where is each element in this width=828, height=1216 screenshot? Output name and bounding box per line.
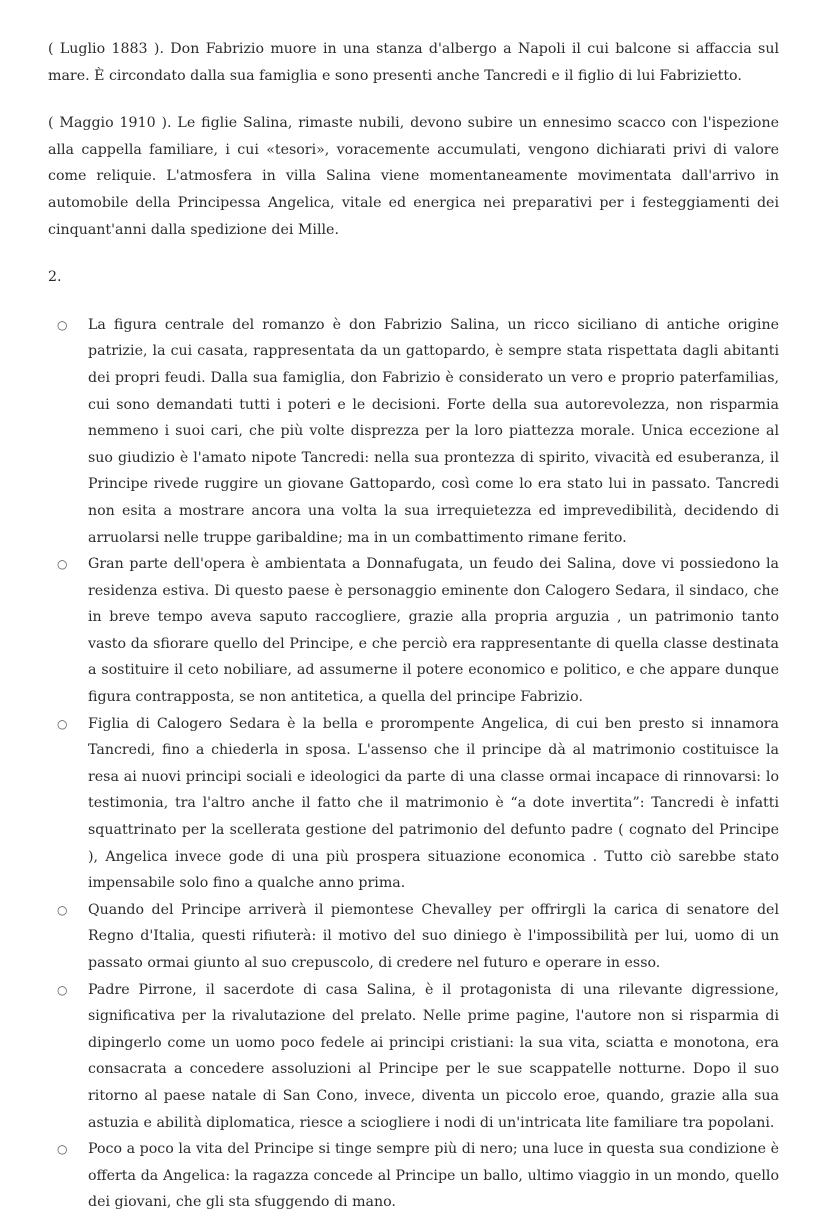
list-item [48,977,779,1137]
paragraph-maggio-1910: ( Maggio 1910 ). Le figlie Salina, rimaste nubili, devono subire un ennesimo scacco con l'ispezione alla cappella familiare, i cui «tesori», voracemente accumulati, vengono dichiarati privi di valore come reliquie. L'atmosfera in villa Salina viene momentaneamente movimentata dall'arrivo in automobile della Principessa Angelica, vitale ed energica nei preparativi per i festeggiamenti dei cinquant'anni dalla spedizione dei Mille. [48,115,779,238]
circle-bullet-icon [57,551,67,578]
list-item-text: La figura centrale del romanzo è don Fabrizio Salina, un ricco siciliano di antiche origine patrizie, la cui casata, rappresentata da un gattopardo, è sempre stata rispettata dagli abitanti dei propri feudi. Dalla sua famiglia, don Fabrizio è considerato un vero e proprio paterfamilias, cui sono demandati tutti i poteri e le decisioni. Forte della sua autorevolezza, non risparmia nemmeno i suoi cari, che più volte disprezza per la loro piattezza morale. Unica eccezione al suo giudizio è l'amato nipote Tancredi: nella sua prontezza di spirito, vivacità ed esuberanza, il Principe rivede ruggire un giovane Gattopardo, così come lo era stato lui in passato. Tancredi non esita a mostrare ancora una volta la sua irrequietezza ed imprevedibilità, decidendo di arruolarsi nelle truppe garibaldine; ma in un combattimento rimane ferito. [88,316,779,546]
list-item [48,312,779,551]
paragraph-luglio-1883: ( Luglio 1883 ). Don Fabrizio muore in una stanza d'albergo a Napoli il cui balcone si affaccia sul mare. È circondato dalla sua famiglia e sono presenti anche Tancredi e il figlio di lui Fabrizietto. [48,41,779,84]
list-item-text: Quando del Principe arriverà il piemontese Chevalley per offrirgli la carica di senatore del Regno d'Italia, questi rifiuterà: il motivo del suo diniego è l'impossibilità per lui, uomo di un passato ormai giunto al suo crepuscolo, di credere nel futuro e operare in esso. [88,901,779,971]
circle-bullet-icon [57,1136,67,1163]
circle-bullet-icon [57,312,67,339]
list-item [48,897,779,977]
list-item [48,1136,779,1216]
list-item-text: Poco a poco la vita del Principe si tinge sempre più di nero; una luce in questa sua condizione è offerta da Angelica: la ragazza concede al Principe un ballo, ultimo viaggio in un mondo, quello dei giovani, che gli sta sfuggendo di mano. [88,1141,779,1211]
section-number: 2. [48,269,62,286]
list-item-text: Padre Pirrone, il sacerdote di casa Salina, è il protagonista di una rilevante digressione, significativa per la rivalutazione del prelato. Nelle prime pagine, l'autore non si risparmia di dipingerlo come un uomo poco fedele ai principi cristiani: la sua vita, sciatta e monotona, era consacrata a concedere assoluzioni al Principe per le sue scappatelle notturne. Dopo il suo ritorno al paese natale di San Cono, invece, diventa un piccolo eroe, quando, grazie alla sua astuzia e abilità diplomatica, riesce a sciogliere i nodi di un'intricata lite familiare tra popolani. [88,981,779,1131]
circle-bullet-icon [57,897,67,924]
circle-bullet-icon [57,977,67,1004]
bullet-list [48,312,779,1216]
list-item [48,551,779,711]
list-item-text: Gran parte dell'opera è ambientata a Donnafugata, un feudo dei Salina, dove vi possiedono la residenza estiva. Di questo paese è personaggio eminente don Calogero Sedara, il sindaco, che in breve tempo aveva saputo raccogliere, grazie alla propria arguzia , un patrimonio tanto vasto da sfiorare quello del Principe, e che perciò era rappresentante di quella classe destinata a sostituire il ceto nobiliare, ad assumerne il potere economico e politico, e che appare dunque figura contrapposta, se non antitetica, a quella del principe Fabrizio. [88,556,779,706]
list-item [48,711,779,897]
circle-bullet-icon [57,711,67,738]
document-page [48,36,779,1216]
list-item-text: Figlia di Calogero Sedara è la bella e prorompente Angelica, di cui ben presto si innamora Tancredi, fino a chiederla in sposa. L'assenso che il principe dà al matrimonio costituisce la resa ai nuovi principi sociali e ideologici da parte di una classe ormai incapace di rinnovarsi: lo testimonia, tra l'altro anche il fatto che il matrimonio è “a dote invertita”: Tancredi è infatti squattrinato per la scellerata gestione del patrimonio del defunto padre ( cognato del Principe ), Angelica invece gode di una più prospera situazione economica . Tutto ciò sarebbe stato impensabile solo fino a qualche anno prima. [88,715,779,892]
